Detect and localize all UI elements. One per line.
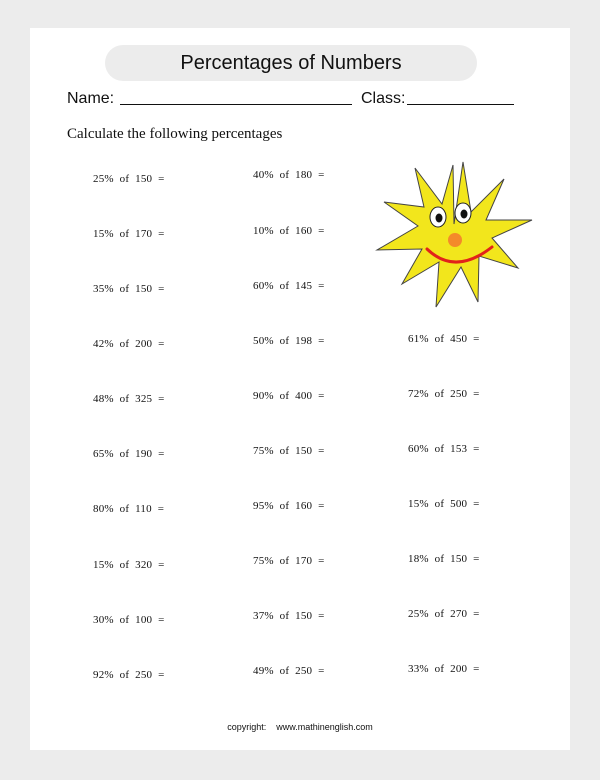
class-blank-line	[407, 104, 514, 105]
sun-nose	[448, 233, 462, 247]
class-label: Class:	[361, 90, 406, 107]
problem-item: 60% of 145 =	[253, 280, 325, 292]
problem-item: 40% of 180 =	[253, 169, 325, 181]
instructions: Calculate the following percentages	[67, 126, 283, 142]
problem-item: 15% of 500 =	[408, 498, 480, 510]
problem-item: 95% of 160 =	[253, 500, 325, 512]
sun-pupil-right	[461, 210, 468, 219]
problem-item: 18% of 150 =	[408, 553, 480, 565]
problem-item: 25% of 150 =	[93, 173, 165, 185]
problem-item: 90% of 400 =	[253, 390, 325, 402]
copyright-footer: copyright: www.mathinenglish.com	[227, 722, 373, 732]
problem-item: 30% of 100 =	[93, 614, 165, 626]
problem-item: 25% of 270 =	[408, 608, 480, 620]
problem-item: 61% of 450 =	[408, 333, 480, 345]
problem-item: 80% of 110 =	[93, 503, 165, 515]
problem-item: 48% of 325 =	[93, 393, 165, 405]
name-blank-line	[120, 104, 352, 105]
sun-pupil-left	[436, 214, 443, 223]
problem-item: 65% of 190 =	[93, 448, 165, 460]
problem-item: 10% of 160 =	[253, 225, 325, 237]
page-title: Percentages of Numbers	[105, 45, 477, 81]
problem-item: 15% of 320 =	[93, 559, 165, 571]
name-label: Name:	[67, 90, 115, 107]
problem-item: 35% of 150 =	[93, 283, 165, 295]
problem-item: 37% of 150 =	[253, 610, 325, 622]
problem-item: 50% of 198 =	[253, 335, 325, 347]
problem-item: 60% of 153 =	[408, 443, 480, 455]
problem-item: 75% of 170 =	[253, 555, 325, 567]
problem-item: 33% of 200 =	[408, 663, 480, 675]
problem-item: 15% of 170 =	[93, 228, 165, 240]
smiling-sun-icon	[372, 158, 537, 313]
problem-item: 92% of 250 =	[93, 669, 165, 681]
problem-item: 72% of 250 =	[408, 388, 480, 400]
problem-item: 49% of 250 =	[253, 665, 325, 677]
problem-item: 75% of 150 =	[253, 445, 325, 457]
problem-item: 42% of 200 =	[93, 338, 165, 350]
